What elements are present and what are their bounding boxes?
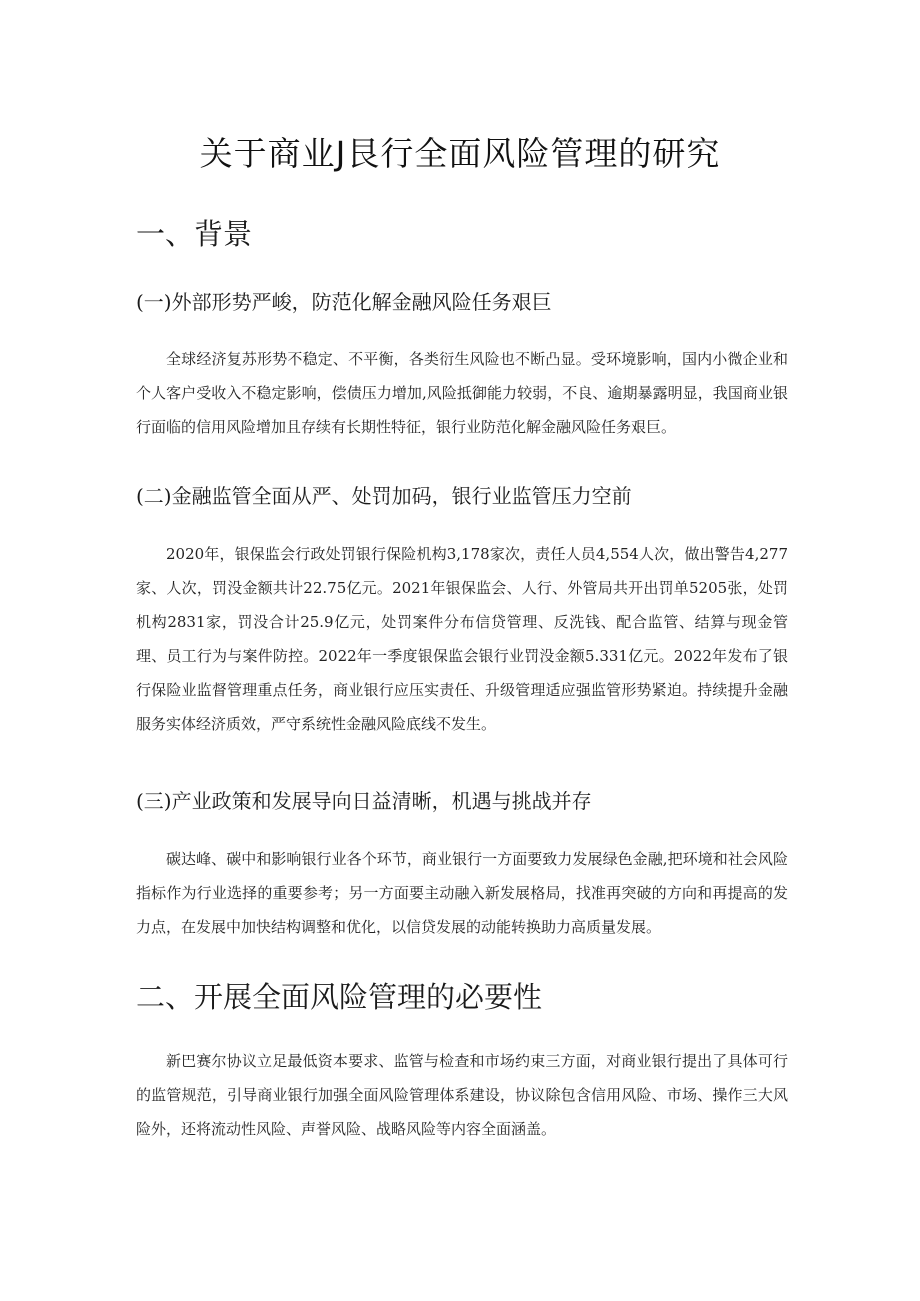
subsection-heading-3: (三)产业政策和发展导向日益清晰，机遇与挑战并存 bbox=[136, 789, 592, 813]
section-heading-necessity: 二、开展全面风险管理的必要性 bbox=[136, 980, 543, 1014]
subsection-heading-1: (一)外部形势严峻，防范化解金融风险任务艰巨 bbox=[136, 290, 552, 314]
paragraph-1: 全球经济复苏形势不稳定、不平衡，各类衍生风险也不断凸显。受环境影响，国内小微企业和个人客户受收入不稳定影响，偿债压力增加,风险抵御能力较弱，不良、逾期暴露明显，我国商业银行面临的信用风险增加且存续有长期性特征，银行业防范化解金融风险任务艰巨。 bbox=[136, 350, 788, 436]
paragraph-3: 碳达峰、碳中和影响银行业各个环节，商业银行一方面要致力发展绿色金融,把环境和社会风险指标作为行业选择的重要参考；另一方面要主动融入新发展格局，找准再突破的方向和再提高的发力点，在发展中加快结构调整和优化，以信贷发展的动能转换助力高质量发展。 bbox=[136, 850, 788, 936]
document-title: 关于商业J艮行全面风险管理的研究 bbox=[199, 134, 721, 173]
paragraph-4: 新巴赛尔协议立足最低资本要求、监管与检查和市场约束三方面，对商业银行提出了具体可行的监管规范，引导商业银行加强全面风险管理体系建设，协议除包含信用风险、市场、操作三大风险外，还将流动性风险、声誉风险、战略风险等内容全面涵盖。 bbox=[136, 1052, 788, 1138]
section-heading-background: 一、背景 bbox=[136, 217, 253, 251]
paragraph-2: 2020年，银保监会行政处罚银行保险机构3,178家次，责任人员4,554人次，做出警告4,277家、人次，罚没金额共计22.75亿元。2021年银保监会、人行、外管局共开出罚单5205张，处罚机构2831家，罚没合计25.9亿元，处罚案件分布信贷管理、反洗钱、配合监管、结算与现金管理、员工行为与案件防控。2022年一季度银保监会银行业罚没金额5.331亿元。2022年发布了银行保险业监督管理重点任务，商业银行应压实责任、升级管理适应强监管形势紧迫。持续提升金融服务实体经济质效，严守系统性金融风险底线不发生。 bbox=[136, 545, 788, 733]
subsection-heading-2: (二)金融监管全面从严、处罚加码，银行业监管压力空前 bbox=[136, 484, 632, 508]
